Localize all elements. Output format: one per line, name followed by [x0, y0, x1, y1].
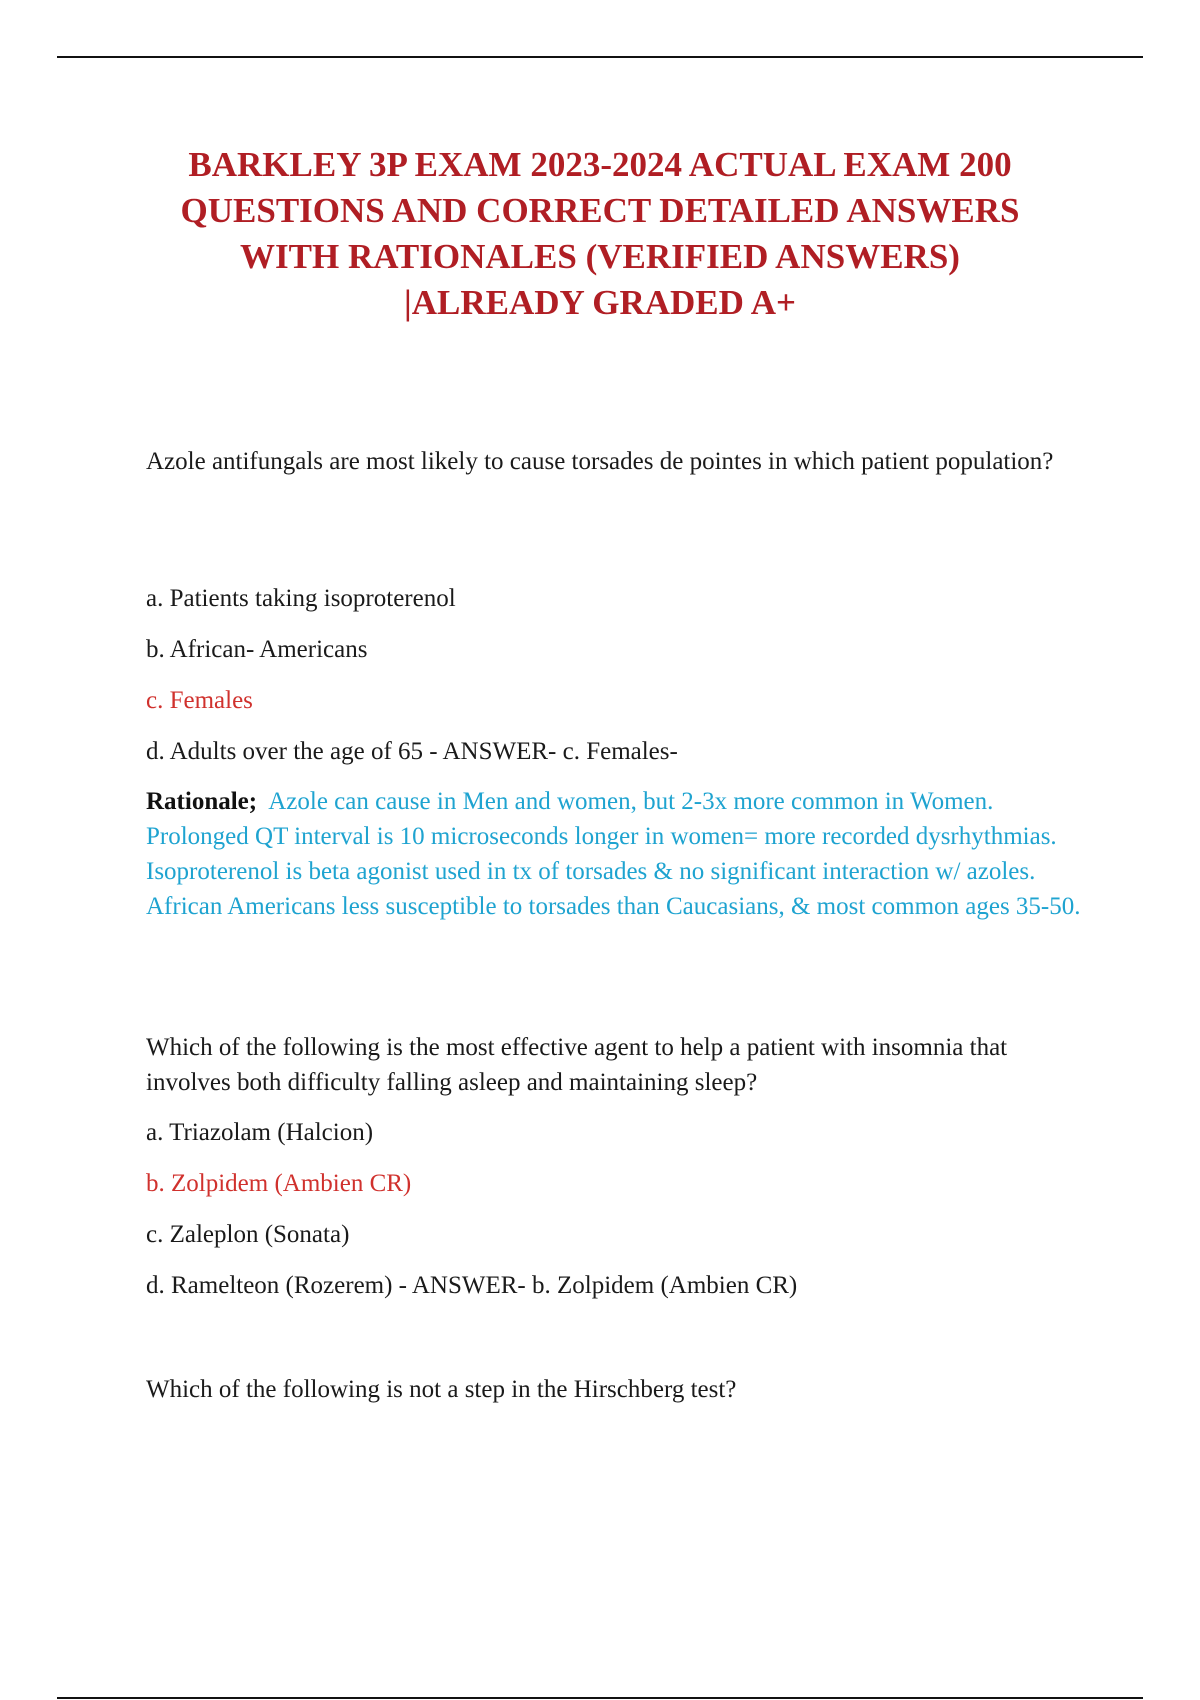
bottom-rule	[57, 1697, 1143, 1699]
question-2	[146, 1030, 1096, 1303]
option-a: a. Patients taking isoproterenol	[146, 585, 456, 612]
question-1	[146, 444, 1096, 479]
option-c: c. Zaleplon (Sonata)	[146, 1221, 350, 1248]
option-d-answer: d. Adults over the age of 65 - ANSWER- c. Females-	[146, 738, 678, 765]
rationale	[146, 784, 1096, 924]
question-text: Which of the following is the most effective agent to help a patient with insomnia that involves both difficulty falling asleep and maintaining sleep?	[146, 1034, 1008, 1096]
rationale-text: Azole can cause in Men and women, but 2-3x more common in Women. Prolonged QT interval is 10 microseconds longer in women= more recorded dysrhythmias. Isoproterenol is beta agonist used in tx of torsades & no significant interaction w/ azoles. African Americans less susceptible to torsades than Caucasians, & most common ages 35-50.	[146, 788, 1081, 920]
option-d-answer: d. Ramelteon (Rozerem) - ANSWER- b. Zolpidem (Ambien CR)	[146, 1272, 798, 1299]
option-a: a. Triazolam (Halcion)	[146, 1119, 374, 1146]
question-1-options	[146, 581, 1096, 924]
rationale-label: Rationale;	[146, 788, 258, 815]
document-title: BARKLEY 3P EXAM 2023-2024 ACTUAL EXAM 200 QUESTIONS AND CORRECT DETAILED ANSWERS WITH RATIONALES (VERIFIED ANSWERS) |ALREADY GRADED A+	[180, 145, 1020, 322]
option-b: b. African- Americans	[146, 636, 368, 663]
question-text: Which of the following is not a step in the Hirschberg test?	[146, 1376, 737, 1403]
top-rule	[57, 56, 1143, 58]
option-b-correct: b. Zolpidem (Ambien CR)	[146, 1170, 412, 1197]
question-text: Azole antifungals are most likely to cause torsades de pointes in which patient population?	[146, 448, 1054, 475]
option-c-correct: c. Females	[146, 687, 253, 714]
question-3	[146, 1372, 1096, 1407]
